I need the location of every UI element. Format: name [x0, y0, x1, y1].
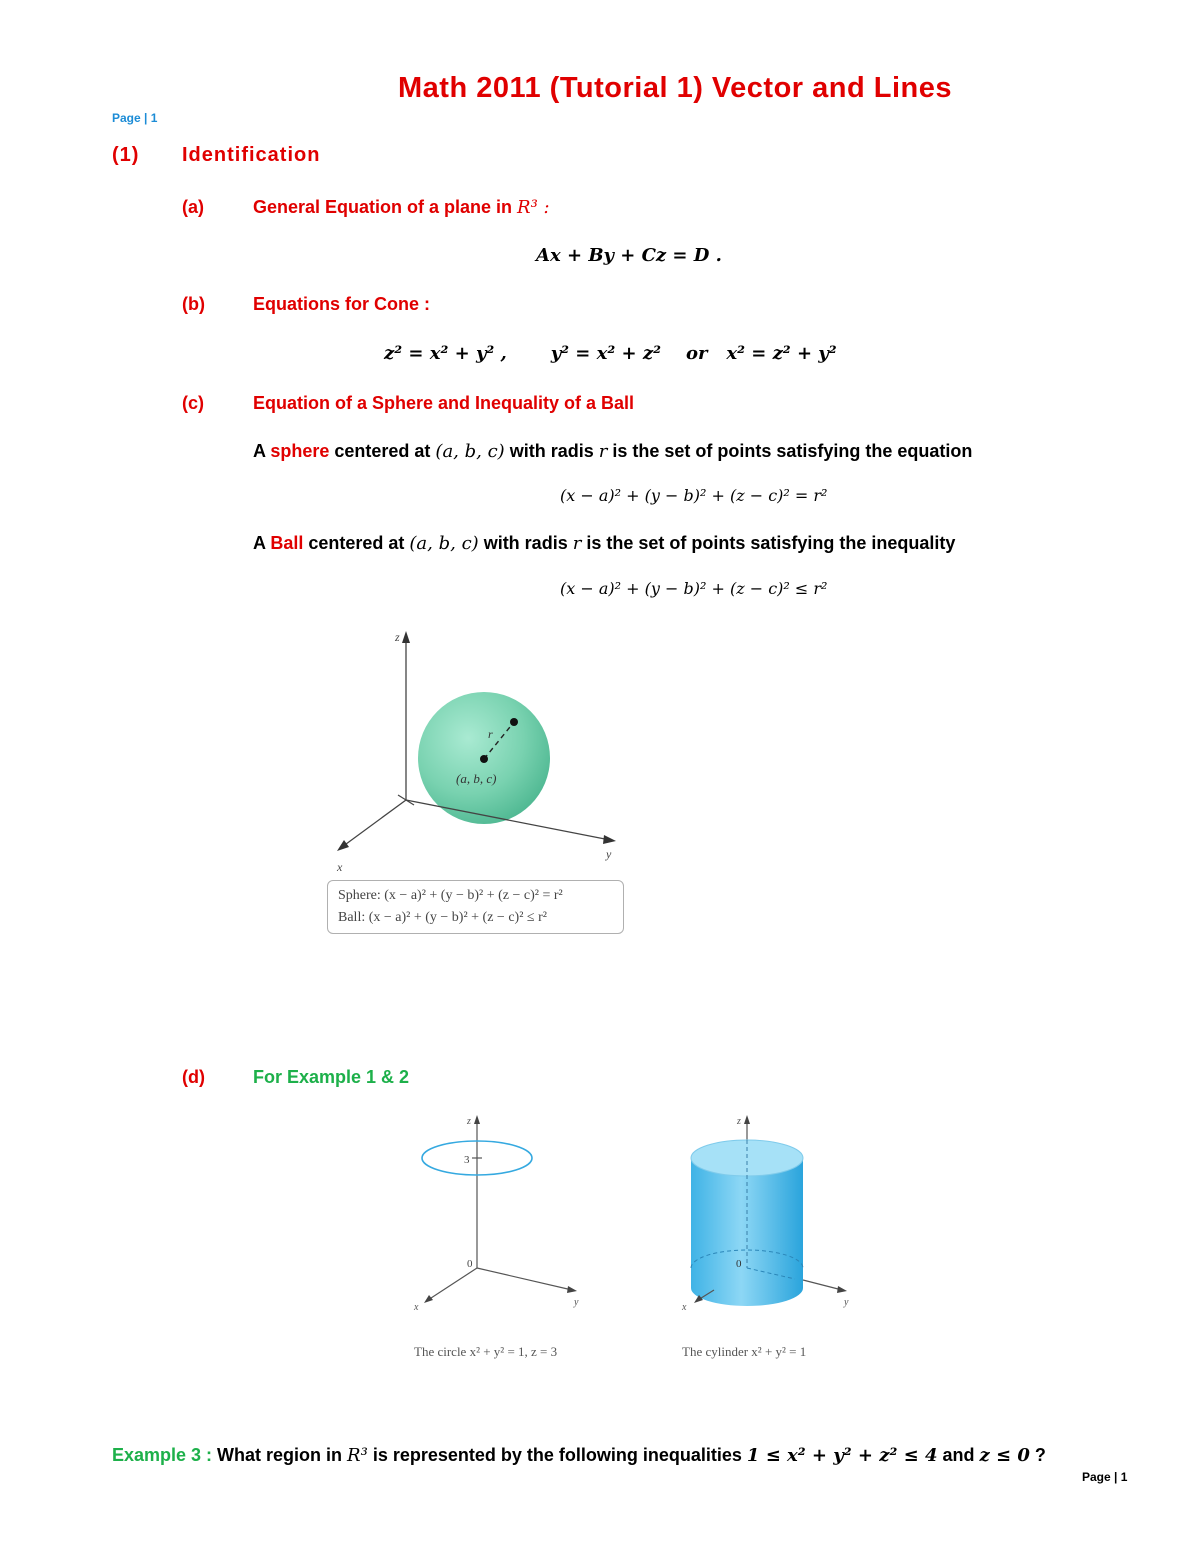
section-title: Identification [182, 144, 321, 166]
example-3-label: Example 3 : [112, 1445, 213, 1465]
z-axis-label: z [467, 1116, 471, 1127]
ball-radius-pre: with radis [478, 533, 573, 553]
example-3-inequality: 1 ≤ x² + y² + z² ≤ 4 [746, 1445, 938, 1466]
circle-figure [400, 1110, 600, 1315]
sphere-def-pre: A [253, 441, 271, 461]
page-title: Math 2011 (Tutorial 1) Vector and Lines [398, 72, 952, 104]
y-axis [803, 1280, 842, 1290]
x-axis-label: x [337, 860, 343, 874]
section-number: (1) [112, 144, 140, 166]
item-d-heading: For Example 1 & 2 [253, 1067, 410, 1087]
item-b-heading: Equations for Cone : [253, 294, 430, 314]
ball-def-mid: centered at [303, 533, 410, 553]
page-label-top: Page | 1 [112, 111, 158, 125]
example-3-question: What region in [212, 1445, 348, 1465]
ball-caption: Ball: (x − a)² + (y − b)² + (z − c)² ≤ r² [338, 910, 547, 925]
y-axis [477, 1268, 572, 1290]
item-a-heading-math: R³ : [517, 197, 550, 218]
sphere-equation: (x − a)² + (y − b)² + (z − c)² = r² [560, 486, 828, 505]
ball-word: Ball [270, 533, 304, 553]
sphere-center: (a, b, c) [435, 441, 505, 462]
example-3-and: and [937, 1445, 980, 1465]
cylinder-figure [670, 1110, 870, 1315]
sphere-def-post: is the set of points satisfying the equation [607, 441, 973, 461]
example-3-end: ? [1029, 1445, 1046, 1465]
item-a-label: (a) [182, 197, 204, 217]
sphere-figure [320, 625, 640, 875]
z-axis-arrow [402, 631, 410, 643]
cylinder-caption: The cylinder x² + y² = 1 [682, 1344, 807, 1359]
example-3-space: R³ [347, 1445, 368, 1466]
y-axis-arrow [603, 835, 616, 844]
ball-def-pre: A [253, 533, 271, 553]
origin-label: 0 [736, 1258, 742, 1270]
sphere-word: sphere [270, 441, 330, 461]
ball-definition [253, 533, 955, 554]
y-axis-label: y [574, 1297, 579, 1308]
sphere-radius: r [598, 441, 608, 462]
item-c-heading: Equation of a Sphere and Inequality of a Ball [253, 393, 635, 413]
x-axis-arrow [337, 840, 349, 851]
ball-def-post: is the set of points satisfying the inequality [581, 533, 956, 553]
item-c-label: (c) [182, 393, 204, 413]
x-axis [342, 800, 406, 847]
sphere-def-mid: centered at [329, 441, 436, 461]
y-axis-label: y [844, 1297, 849, 1308]
surface-point [510, 718, 518, 726]
sphere-caption: Sphere: (x − a)² + (y − b)² + (z − c)² = r² [338, 888, 563, 903]
ball-center: (a, b, c) [409, 533, 479, 554]
origin-label: 0 [467, 1258, 473, 1270]
sphere-radius-pre: with radis [504, 441, 599, 461]
center-point [480, 755, 488, 763]
item-b-label: (b) [182, 294, 205, 314]
item-d-label: (d) [182, 1067, 205, 1087]
example-3-condition: z ≤ 0 [979, 1445, 1030, 1466]
r-label: r [488, 727, 493, 741]
circle-caption: The circle x² + y² = 1, z = 3 [414, 1344, 558, 1359]
x-axis-label: x [414, 1302, 419, 1313]
example-3-question2: is represented by the following inequalities [367, 1445, 747, 1465]
x-axis [428, 1268, 477, 1300]
ball-radius: r [572, 533, 582, 554]
ball-inequality: (x − a)² + (y − b)² + (z − c)² ≤ r² [560, 579, 828, 598]
sphere-definition [253, 441, 972, 462]
x-axis-label: x [682, 1302, 687, 1313]
item-a-heading-text: General Equation of a plane in [253, 197, 518, 217]
center-label: (a, b, c) [456, 771, 497, 786]
example-3 [112, 1445, 1046, 1466]
cone-equations: z² = x² + y² , y² = x² + z² or x² = z² + y² [384, 343, 837, 364]
z-axis-label: z [737, 1116, 741, 1127]
y-axis-label: y [606, 847, 612, 861]
item-a-heading [253, 197, 550, 218]
page-label-bottom: Page | 1 [1082, 1470, 1128, 1484]
tick-3-label: 3 [464, 1154, 470, 1166]
plane-equation: Ax + By + Cz = D . [536, 245, 722, 266]
sphere-caption-box [327, 880, 624, 934]
z-axis-label: z [395, 630, 400, 644]
